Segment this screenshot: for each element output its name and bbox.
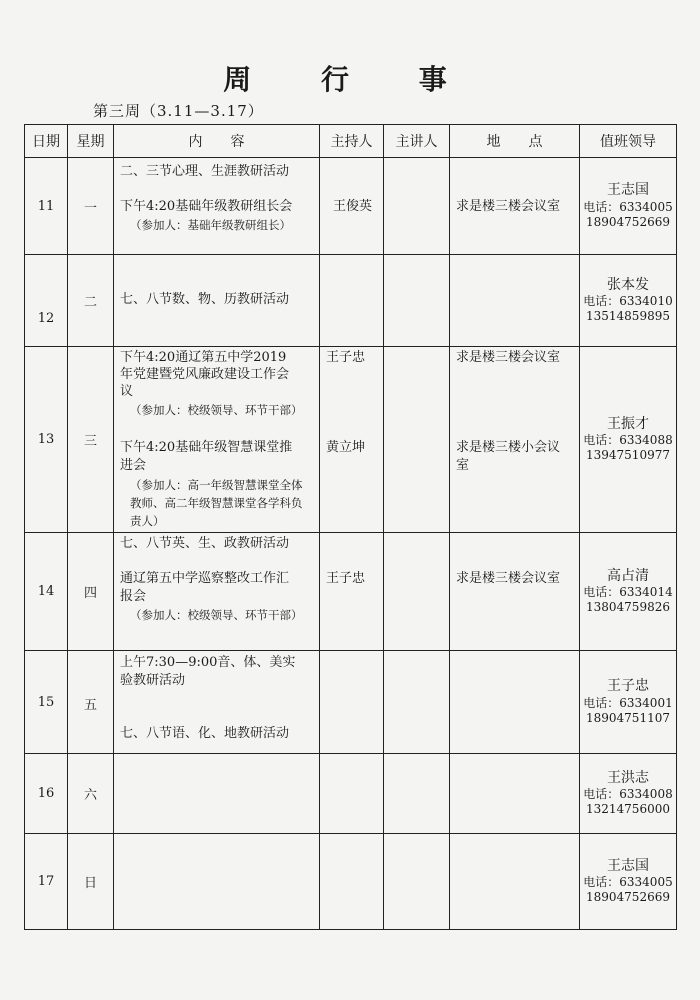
row-speaker bbox=[384, 255, 450, 347]
row-content bbox=[114, 651, 320, 754]
row-duty bbox=[580, 255, 677, 347]
row-weekday: 六 bbox=[68, 754, 114, 834]
header-speaker: 主讲人 bbox=[384, 125, 450, 158]
table-row bbox=[25, 158, 677, 255]
row-host bbox=[320, 834, 384, 930]
schedule-table bbox=[24, 124, 677, 930]
row-duty bbox=[580, 533, 677, 651]
row-host bbox=[320, 158, 384, 255]
content-participants: （参加人：校级领导、环节干部） bbox=[130, 403, 303, 417]
week-label: 第三周（3.11—3.17） bbox=[93, 102, 264, 120]
row-weekday: 日 bbox=[68, 834, 114, 930]
duty-leader-name: 王子忠 bbox=[607, 678, 649, 695]
table-row bbox=[25, 834, 677, 930]
row-date: 17 bbox=[25, 834, 68, 930]
table-row bbox=[25, 255, 677, 347]
place-text: 求是楼三楼会议室 bbox=[456, 350, 561, 365]
row-host bbox=[320, 533, 384, 651]
row-place bbox=[450, 347, 580, 533]
row-weekday: 四 bbox=[68, 533, 114, 651]
content-line: 年党建暨党风廉政建设工作会 bbox=[120, 367, 290, 382]
row-date: 11 bbox=[25, 158, 68, 255]
content-line: 七、八节数、物、历教研活动 bbox=[120, 292, 290, 307]
row-host bbox=[320, 347, 384, 533]
content-line: 验教研活动 bbox=[120, 673, 186, 688]
header-date: 日期 bbox=[25, 125, 68, 158]
row-place bbox=[450, 255, 580, 347]
content-line: 七、八节语、化、地教研活动 bbox=[120, 726, 290, 741]
duty-leader-phone: 电话：6334014 bbox=[583, 585, 673, 600]
row-content bbox=[114, 834, 320, 930]
place-text: 求是楼三楼会议室 bbox=[456, 199, 561, 214]
row-speaker bbox=[384, 834, 450, 930]
duty-leader-mobile: 13947510977 bbox=[586, 448, 670, 463]
row-place bbox=[450, 533, 580, 651]
duty-leader-name: 张本发 bbox=[607, 276, 649, 293]
row-date: 12 bbox=[25, 255, 68, 347]
row-speaker bbox=[384, 533, 450, 651]
row-speaker bbox=[384, 754, 450, 834]
content-line: 报会 bbox=[120, 589, 147, 604]
content-line: 议 bbox=[120, 384, 134, 399]
content-line: 进会 bbox=[120, 458, 147, 473]
duty-leader-name: 王洪志 bbox=[607, 769, 649, 786]
duty-leader-phone: 电话：6334088 bbox=[583, 433, 673, 448]
row-speaker bbox=[384, 651, 450, 754]
row-duty bbox=[580, 754, 677, 834]
table-row bbox=[25, 651, 677, 754]
row-content bbox=[114, 347, 320, 533]
row-duty bbox=[580, 834, 677, 930]
row-speaker bbox=[384, 347, 450, 533]
row-host bbox=[320, 754, 384, 834]
row-content bbox=[114, 158, 320, 255]
content-line: 七、八节英、生、政教研活动 bbox=[120, 536, 290, 551]
content-participants: （参加人：基础年级教研组长） bbox=[130, 218, 291, 232]
host-name: 王俊英 bbox=[332, 199, 372, 214]
header-host: 主持人 bbox=[320, 125, 384, 158]
row-content bbox=[114, 255, 320, 347]
table-row bbox=[25, 533, 677, 651]
row-content bbox=[114, 754, 320, 834]
duty-leader-mobile: 18904752669 bbox=[586, 214, 670, 229]
table-header-row bbox=[25, 125, 677, 158]
row-duty bbox=[580, 651, 677, 754]
content-line: 通辽第五中学巡察整改工作汇 bbox=[120, 571, 290, 586]
duty-leader-name: 王志国 bbox=[607, 182, 649, 199]
duty-leader-mobile: 13514859895 bbox=[586, 309, 670, 324]
place-text: 求是楼三楼小会议 bbox=[456, 440, 561, 455]
duty-leader-phone: 电话：6334008 bbox=[583, 787, 673, 802]
duty-leader-name: 王志国 bbox=[607, 857, 649, 874]
duty-leader-mobile: 13214756000 bbox=[586, 802, 670, 817]
row-date: 14 bbox=[25, 533, 68, 651]
content-line: 下午4:20基础年级教研组长会 bbox=[120, 199, 293, 214]
header-content: 内 容 bbox=[114, 125, 320, 158]
duty-leader-phone: 电话：6334001 bbox=[583, 695, 673, 710]
duty-leader-mobile: 18904751107 bbox=[586, 710, 670, 725]
row-duty bbox=[580, 347, 677, 533]
header-duty: 值班领导 bbox=[580, 125, 677, 158]
row-weekday: 五 bbox=[68, 651, 114, 754]
host-name: 王子忠 bbox=[326, 571, 366, 586]
row-date: 15 bbox=[25, 651, 68, 754]
row-duty bbox=[580, 158, 677, 255]
host-name: 黄立坤 bbox=[326, 440, 366, 455]
header-place: 地 点 bbox=[450, 125, 580, 158]
content-line: 下午4:20通辽第五中学2019 bbox=[120, 350, 287, 365]
duty-leader-mobile: 18904752669 bbox=[586, 890, 670, 905]
duty-leader-name: 高占清 bbox=[607, 567, 649, 584]
row-host bbox=[320, 255, 384, 347]
content-line: 上午7:30—9:00音、体、美实 bbox=[120, 655, 296, 670]
row-place bbox=[450, 754, 580, 834]
content-participants: 责人） bbox=[130, 514, 165, 528]
row-content bbox=[114, 533, 320, 651]
table-row bbox=[25, 347, 677, 533]
row-place bbox=[450, 651, 580, 754]
host-name: 王子忠 bbox=[326, 350, 366, 365]
duty-leader-phone: 电话：6334005 bbox=[583, 199, 673, 214]
table-row bbox=[25, 754, 677, 834]
content-participants: 教师、高二年级智慧课堂各学科负 bbox=[130, 496, 303, 510]
duty-leader-phone: 电话：6334010 bbox=[583, 294, 673, 309]
row-speaker bbox=[384, 158, 450, 255]
row-weekday: 一 bbox=[68, 158, 114, 255]
row-weekday: 三 bbox=[68, 347, 114, 533]
duty-leader-mobile: 13804759826 bbox=[586, 600, 670, 615]
duty-leader-phone: 电话：6334005 bbox=[583, 875, 673, 890]
row-place bbox=[450, 834, 580, 930]
header-weekday: 星期 bbox=[68, 125, 114, 158]
content-line: 下午4:20基础年级智慧课堂推 bbox=[120, 440, 293, 455]
row-date: 16 bbox=[25, 754, 68, 834]
content-line: 二、三节心理、生涯教研活动 bbox=[120, 164, 290, 179]
place-text: 求是楼三楼会议室 bbox=[456, 571, 561, 586]
row-host bbox=[320, 651, 384, 754]
content-participants: （参加人：校级领导、环节干部） bbox=[130, 608, 303, 622]
row-place bbox=[450, 158, 580, 255]
place-text: 室 bbox=[456, 458, 470, 473]
page-title: 周 行 事 bbox=[223, 63, 477, 96]
duty-leader-name: 王振才 bbox=[607, 415, 649, 432]
row-weekday: 二 bbox=[68, 255, 114, 347]
content-participants: （参加人：高一年级智慧课堂全体 bbox=[130, 478, 303, 492]
row-date: 13 bbox=[25, 347, 68, 533]
